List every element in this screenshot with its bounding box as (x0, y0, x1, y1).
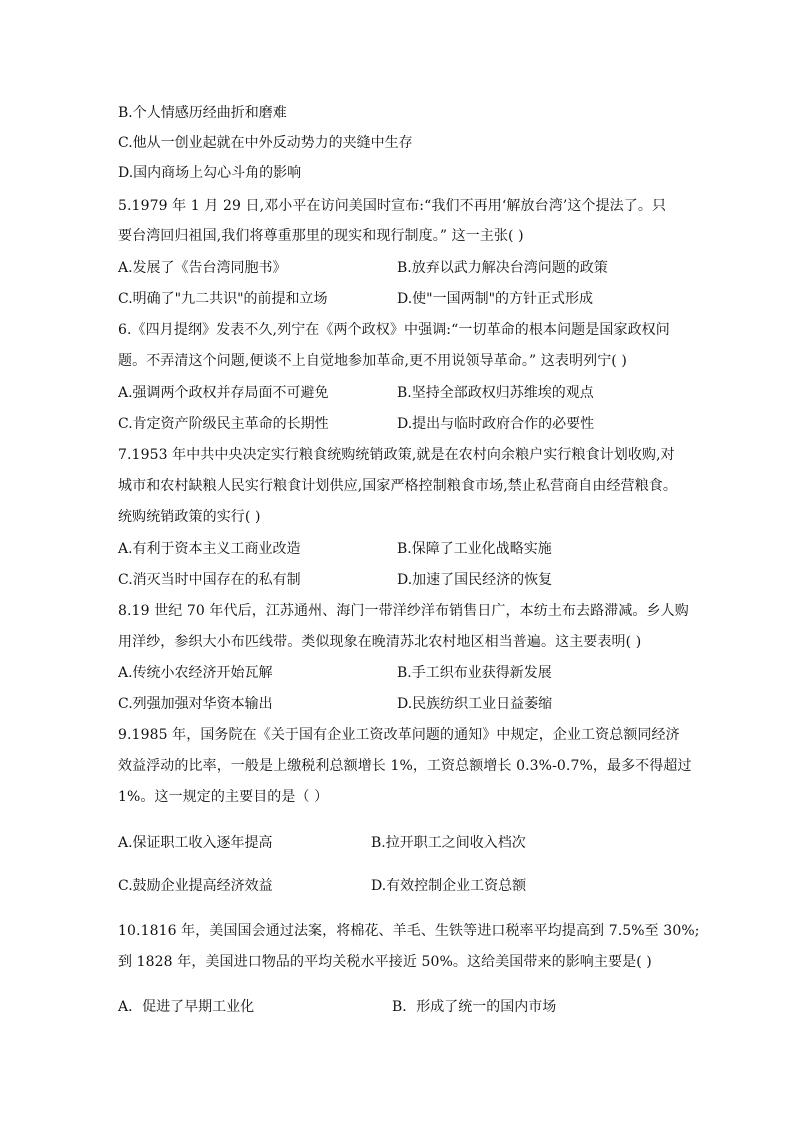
q8-option-d: D.民族纺织工业日益萎缩 (397, 696, 553, 712)
q10-option-a: A．促进了早期工业化 (118, 999, 255, 1015)
q9-stem-line-2: 效益浮动的比率，一般是上缴税利总额增长 1%，工资总额增长 0.3%-0.7%，最多不得超过 (118, 758, 692, 774)
q7-option-d: D.加速了国民经济的恢复 (397, 572, 553, 588)
q9-option-c: C.鼓励企业提高经济效益 (118, 878, 273, 894)
q6-stem-line-2: 题。不弄清这个问题,便谈不上自觉地参加革命,更不用说领导革命。” 这表明列宁( ) (118, 353, 627, 369)
q7-stem-line-2: 城市和农村缺粮人民实行粮食计划供应,国家严格控制粮食市场,禁止私营商自由经营粮食。 (118, 478, 677, 494)
q5-option-a: A.发展了《告台湾同胞书》 (118, 260, 287, 276)
q5-option-c: C.明确了"九二共识"的前提和立场 (118, 291, 328, 307)
q4-option-c: C.他从一创业起就在中外反动势力的夹缝中生存 (118, 135, 413, 151)
q7-stem-line-1: 7.1953 年中共中央决定实行粮食统购统销政策,就是在农村向余粮户实行粮食计划收购,对 (118, 447, 675, 463)
q6-stem-line-1: 6.《四月提纲》发表不久,列宁在《两个政权》中强调:“一切革命的根本问题是国家政权问 (118, 322, 670, 338)
q9-stem-line-1: 9.1985 年，国务院在《关于国有企业工资改革问题的通知》中规定，企业工资总额同经济 (118, 727, 680, 743)
q8-option-a: A.传统小农经济开始瓦解 (118, 665, 273, 681)
q6-option-c: C.肯定资产阶级民主革命的长期性 (118, 416, 329, 432)
q4-option-d: D.国内商场上勾心斗角的影响 (118, 165, 302, 181)
q8-option-b: B.手工织布业获得新发展 (397, 665, 552, 681)
q8-option-c: C.列强加强对华资本输出 (118, 696, 273, 712)
q7-option-b: B.保障了工业化战略实施 (397, 541, 552, 557)
q10-stem-line-1: 10.1816 年，美国国会通过法案，将棉花、羊毛、生铁等进口税率平均提高到 7.5%至 30%; (118, 923, 700, 939)
q9-option-a: A.保证职工收入逐年提高 (118, 835, 273, 851)
q8-stem-line-1: 8.19 世纪 70 年代后，江苏通州、海门一带洋纱洋布销售日广，本纺土布去路滞减。乡人购 (118, 603, 689, 619)
q6-option-d: D.提出与临时政府合作的必要性 (397, 416, 595, 432)
q10-stem-line-2: 到 1828 年，美国进口物品的平均关税水平接近 50%。这给美国带来的影响主要是( ) (118, 954, 652, 970)
q9-stem-line-3: 1%。这一规定的主要目的是（ ） (118, 789, 329, 805)
q8-stem-line-2: 用洋纱，参织大小布匹线带。类似现象在晚清苏北农村地区相当普遍。这主要表明( ) (118, 634, 642, 650)
q4-option-b: B.个人情感历经曲折和磨难 (118, 105, 287, 121)
q5-option-d: D.使"一国两制"的方针正式形成 (397, 291, 594, 307)
q9-option-b: B.拉开职工之间收入档次 (371, 835, 526, 851)
q6-option-a: A.强调两个政权并存局面不可避免 (118, 385, 329, 401)
q7-stem-line-3: 统购统销政策的实行( ) (118, 509, 261, 525)
q5-option-b: B.放弃以武力解决台湾问题的政策 (397, 260, 608, 276)
q6-option-b: B.坚持全部政权归苏维埃的观点 (397, 385, 594, 401)
q10-option-b: B．形成了统一的国内市场 (392, 999, 557, 1015)
q5-stem-line-2: 要台湾回归祖国,我们将尊重那里的现实和现行制度。” 这一主张( ) (118, 228, 524, 244)
q7-option-a: A.有利于资本主义工商业改造 (118, 541, 301, 557)
q9-option-d: D.有效控制企业工资总额 (371, 878, 527, 894)
q7-option-c: C.消灭当时中国存在的私有制 (118, 572, 301, 588)
q5-stem-line-1: 5.1979 年 1 月 29 日,邓小平在访问美国时宣布:“我们不再用‘解放台湾’这个提法了。只 (118, 198, 667, 214)
